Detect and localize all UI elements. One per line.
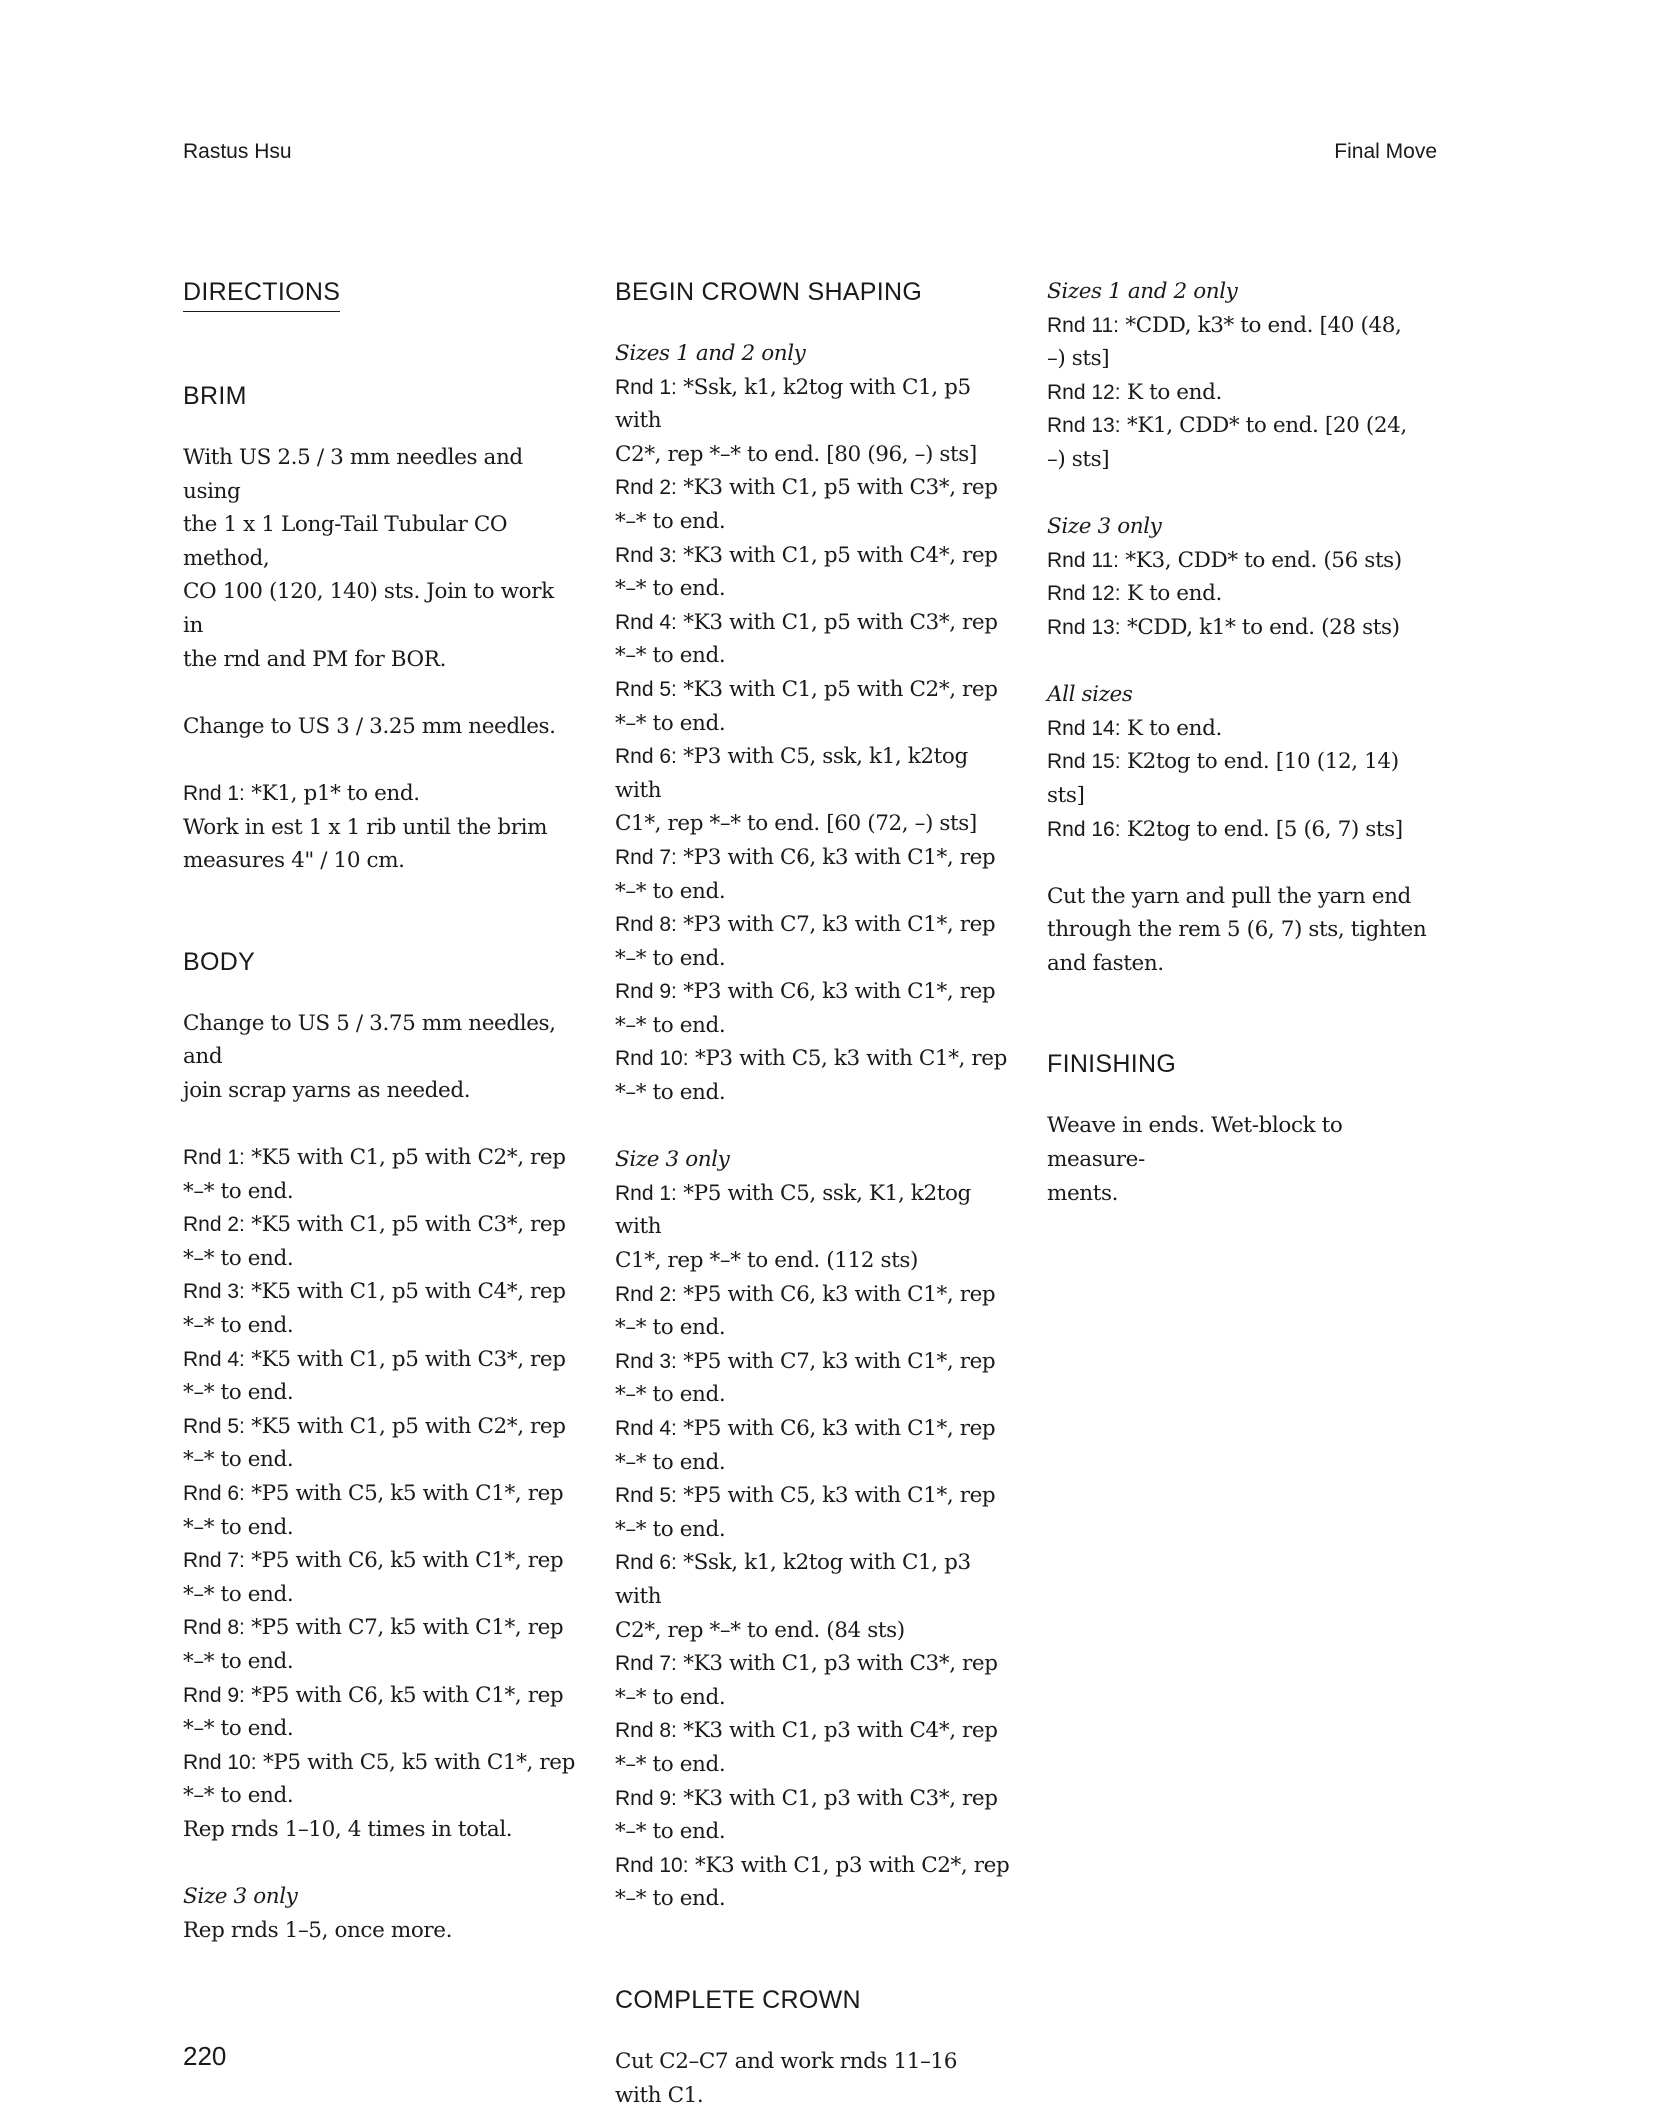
round-continuation: –) sts]: [1047, 446, 1110, 472]
round-line: [183, 1208, 578, 1242]
round-line: [183, 1544, 578, 1578]
round-continuation: *–* to end.: [615, 576, 726, 602]
round-continuation: *–* to end.: [615, 1080, 726, 1106]
column-3: [1047, 275, 1442, 1210]
round-label: Rnd 9:: [615, 1786, 677, 1810]
round-label: Rnd 3:: [615, 543, 677, 567]
round-text: *K5 with C1, p5 with C3*, rep: [244, 1346, 566, 1372]
round-line: [615, 1849, 1010, 1883]
round-label: Rnd 1:: [615, 375, 677, 399]
round-text: *P5 with C5, ssk, K1, k2tog with: [615, 1180, 971, 1240]
round-label: Rnd 2:: [615, 476, 677, 500]
round-continuation: *–* to end.: [183, 1447, 294, 1473]
round-line: [615, 539, 1010, 573]
round-continuation: *–* to end.: [615, 1819, 726, 1845]
round-continuation: *–* to end.: [183, 1649, 294, 1674]
round-text: *CDD, k1* to end. (28 sts): [1120, 614, 1400, 640]
round-label: Rnd 5:: [183, 1414, 245, 1438]
round-text: *K3 with C1, p3 with C2*, rep: [688, 1852, 1010, 1878]
finishing-heading: FINISHING: [1047, 1050, 1177, 1079]
round-label: Rnd 2:: [615, 1282, 677, 1306]
brim-paragraph: [183, 441, 578, 676]
round-line: [183, 1477, 578, 1511]
round-line: [183, 1611, 578, 1645]
round-text: K to end.: [1120, 715, 1222, 741]
body-heading: BODY: [183, 947, 256, 976]
round-text: *P5 with C6, k3 with C1*, rep: [676, 1416, 996, 1441]
size-3-label: Size 3 only: [1047, 514, 1162, 540]
round-line: [1047, 309, 1442, 343]
round-continuation: *–* to end.: [615, 508, 726, 534]
directions-heading: [183, 275, 578, 312]
round-label: Rnd 7:: [183, 1549, 245, 1573]
round-continuation: *–* to end.: [183, 1581, 294, 1607]
column-2: [615, 275, 1010, 2112]
round-label: Rnd 3:: [183, 1280, 245, 1304]
round-text: *K1, p1* to end.: [244, 780, 420, 806]
round-text: *P5 with C6, k5 with C1*, rep: [244, 1548, 564, 1574]
round-line: [1047, 577, 1442, 611]
round-line: [615, 1042, 1010, 1076]
round-line: [615, 1412, 1010, 1446]
round-text: *K3 with C1, p5 with C2*, rep: [676, 676, 998, 702]
round-text: *P5 with C5, k5 with C1*, rep: [244, 1481, 564, 1507]
all-sizes-label: All sizes: [1047, 682, 1133, 708]
running-header-title: Final Move: [1334, 140, 1437, 163]
round-text: *P5 with C5, k5 with C1*, rep: [256, 1749, 575, 1775]
round-text: *P3 with C7, k3 with C1*, rep: [676, 912, 996, 938]
round-label: Rnd 13:: [1047, 615, 1121, 639]
round-line: [615, 1479, 1010, 1513]
round-continuation: *–* to end.: [183, 1313, 294, 1339]
round-text: *P3 with C5, k3 with C1*, rep: [688, 1046, 1007, 1072]
round-label: Rnd 13:: [1047, 414, 1121, 438]
round-line: [615, 1714, 1010, 1748]
round-continuation: *–* to end.: [183, 1245, 294, 1271]
text-line: measures 4" / 10 cm.: [183, 848, 405, 874]
column-1: [183, 275, 578, 1947]
round-text: *K3 with C1, p5 with C4*, rep: [676, 542, 998, 568]
round-text: *P5 with C7, k5 with C1*, rep: [244, 1615, 564, 1641]
round-continuation: *–* to end.: [183, 1716, 294, 1742]
round-label: Rnd 12:: [1047, 380, 1121, 404]
size-3-text: Rep rnds 1–5, once more.: [183, 1917, 452, 1943]
round-label: Rnd 11:: [1047, 548, 1119, 572]
round-continuation: –) sts]: [1047, 346, 1110, 372]
text-line: Cut C2–C7 and work rnds 11–16: [615, 2048, 957, 2074]
round-continuation: *–* to end.: [615, 1382, 726, 1408]
round-continuation: *–* to end.: [615, 1012, 726, 1038]
round-label: Rnd 8:: [183, 1616, 245, 1640]
round-text: *CDD, k3* to end. [40 (48,: [1119, 312, 1402, 338]
round-label: Rnd 9:: [615, 980, 677, 1004]
round-label: Rnd 6:: [615, 1551, 677, 1575]
text-line: With US 2.5 / 3 mm needles and using: [183, 445, 523, 504]
round-label: Rnd 4:: [615, 1417, 677, 1440]
round-line: [183, 1679, 578, 1713]
round-text: *K3 with C1, p5 with C3*, rep: [676, 475, 998, 501]
round-continuation: *–* to end.: [615, 1886, 726, 1912]
round-line: [615, 1278, 1010, 1312]
round-continuation: *–* to end.: [615, 1315, 726, 1341]
round-text: *K5 with C1, p5 with C4*, rep: [244, 1279, 566, 1305]
round-line: [1047, 611, 1442, 645]
text-line: Change to US 5 / 3.75 mm needles, and: [183, 1010, 556, 1070]
round-label: Rnd 10:: [615, 1047, 689, 1071]
round-text: *K5 with C1, p5 with C3*, rep: [244, 1212, 566, 1238]
sizes-1-2-label: Sizes 1 and 2 only: [615, 341, 806, 366]
round-line: [615, 740, 1010, 807]
crown-shaping-heading: BEGIN CROWN SHAPING: [615, 278, 923, 306]
round-continuation: C1*, rep *–* to end. (112 sts): [615, 1248, 919, 1274]
body-rounds: [183, 1141, 578, 1813]
round-text: *P5 with C6, k3 with C1*, rep: [676, 1281, 996, 1307]
round-line: [183, 1746, 578, 1780]
crown-rounds-14-16: [1047, 712, 1442, 846]
text-line: ments.: [1047, 1180, 1119, 1206]
round-continuation: *–* to end.: [615, 1684, 726, 1710]
round-text: *Ssk, k1, k2tog with C1, p5 with: [615, 374, 971, 434]
round-label: Rnd 1:: [183, 781, 245, 805]
text-line: Weave in ends. Wet-block to measure-: [1047, 1113, 1343, 1173]
round-text: *P3 with C5, ssk, k1, k2tog with: [615, 744, 968, 803]
complete-crown-heading: COMPLETE CROWN: [615, 1985, 861, 2014]
round-text: K2tog to end. [5 (6, 7) sts]: [1120, 816, 1403, 842]
crown-rounds-11-13-sizes-1-2: [1047, 309, 1442, 477]
round-text: *P5 with C7, k3 with C1*, rep: [676, 1348, 996, 1374]
text-line: Cut the yarn and pull the yarn end: [1047, 883, 1411, 909]
crown-rounds-sizes-1-2: [615, 371, 1010, 1110]
round-line: [183, 1343, 578, 1377]
repeat-text: Rep rnds 1–10, 4 times in total.: [183, 1816, 513, 1842]
round-continuation: *–* to end.: [615, 710, 726, 736]
round-text: *Ssk, k1, k2tog with C1, p3 with: [615, 1550, 971, 1609]
round-label: Rnd 8:: [615, 1719, 677, 1743]
round-label: Rnd 6:: [615, 745, 677, 769]
round-line: [615, 1782, 1010, 1816]
round-label: Rnd 1:: [183, 1146, 245, 1170]
round-line: [1047, 544, 1442, 578]
round-label: Rnd 8:: [615, 913, 677, 937]
round-line: [615, 975, 1010, 1009]
round-line: [615, 1345, 1010, 1379]
round-label: Rnd 16:: [1047, 817, 1121, 841]
text-line: with C1.: [615, 2082, 704, 2108]
round-line: [1047, 712, 1442, 746]
round-line: [615, 841, 1010, 875]
round-label: Rnd 11:: [1047, 313, 1119, 337]
round-label: Rnd 4:: [615, 610, 677, 634]
round-continuation: C1*, rep *–* to end. [60 (72, –) sts]: [615, 811, 977, 837]
brim-heading: BRIM: [183, 382, 247, 410]
round-line: [615, 908, 1010, 942]
round-continuation: *–* to end.: [615, 1751, 726, 1777]
round-text: K to end.: [1120, 379, 1222, 405]
round-continuation: *–* to end.: [183, 1178, 294, 1204]
change-needles-text: Change to US 3 / 3.25 mm needles.: [183, 713, 556, 739]
round-continuation: *–* to end.: [615, 643, 726, 669]
round-text: *P5 with C5, k3 with C1*, rep: [676, 1483, 996, 1509]
round-continuation: *–* to end.: [183, 1783, 294, 1809]
round-line: [183, 1141, 578, 1175]
round-text: *P3 with C6, k3 with C1*, rep: [676, 844, 996, 870]
round-text: *K3, CDD* to end. (56 sts): [1119, 547, 1402, 573]
round-label: Rnd 10:: [615, 1853, 689, 1877]
round-line: [615, 673, 1010, 707]
round-label: Rnd 7:: [615, 845, 677, 869]
round-continuation: *–* to end.: [183, 1514, 294, 1540]
round-continuation: *–* to end.: [615, 945, 726, 971]
page-number: 220: [183, 2041, 227, 2071]
round-line: [1047, 813, 1442, 847]
round-text: *P3 with C6, k3 with C1*, rep: [676, 979, 996, 1005]
round-label: Rnd 6:: [183, 1482, 245, 1506]
round-continuation: *–* to end.: [183, 1380, 294, 1406]
round-text: *K1, CDD* to end. [20 (24,: [1120, 413, 1407, 439]
round-label: Rnd 12:: [1047, 582, 1121, 606]
round-text: *K5 with C1, p5 with C2*, rep: [244, 1145, 566, 1171]
brim-round-1: [183, 777, 578, 811]
text-line: the 1 x 1 Long-Tail Tubular CO method,: [183, 512, 508, 571]
size-3-label: Size 3 only: [615, 1147, 730, 1173]
round-text: *K3 with C1, p3 with C4*, rep: [676, 1718, 998, 1744]
round-label: Rnd 14:: [1047, 716, 1121, 740]
round-line: [615, 371, 1010, 438]
round-line: [183, 1410, 578, 1444]
round-text: *K3 with C1, p3 with C3*, rep: [676, 1651, 998, 1677]
round-continuation: C2*, rep *–* to end. [80 (96, –) sts]: [615, 441, 977, 467]
round-label: Rnd 3:: [615, 1349, 677, 1373]
directions-heading-text: DIRECTIONS: [183, 275, 340, 312]
round-line: [1047, 376, 1442, 410]
round-label: Rnd 5:: [615, 1484, 677, 1508]
round-line: [183, 1275, 578, 1309]
round-line: [615, 1647, 1010, 1681]
round-label: Rnd 15:: [1047, 750, 1121, 774]
round-continuation: *–* to end.: [615, 878, 726, 904]
round-label: Rnd 7:: [615, 1652, 677, 1676]
round-line: [615, 1546, 1010, 1613]
round-line: [615, 471, 1010, 505]
round-line: [1047, 745, 1442, 812]
text-line: join scrap yarns as needed.: [183, 1077, 471, 1103]
crown-rounds-11-13-size-3: [1047, 544, 1442, 645]
text-line: and fasten.: [1047, 950, 1164, 976]
round-text: *P5 with C6, k5 with C1*, rep: [244, 1682, 564, 1708]
round-text: K to end.: [1120, 581, 1222, 607]
text-line: the rnd and PM for BOR.: [183, 646, 447, 672]
round-text: K2tog to end. [10 (12, 14) sts]: [1047, 749, 1399, 808]
crown-rounds-size-3: [615, 1177, 1010, 1916]
round-continuation: *–* to end.: [615, 1449, 726, 1475]
sizes-1-2-label: Sizes 1 and 2 only: [1047, 279, 1238, 304]
text-line: Work in est 1 x 1 rib until the brim: [183, 814, 548, 840]
round-line: [1047, 409, 1442, 443]
text-line: through the rem 5 (6, 7) sts, tighten: [1047, 917, 1427, 943]
running-header-author: Rastus Hsu: [183, 140, 292, 163]
size-3-label: Size 3 only: [183, 1884, 298, 1910]
round-text: *K3 with C1, p3 with C3*, rep: [676, 1785, 998, 1811]
round-continuation: *–* to end.: [615, 1516, 726, 1542]
round-label: Rnd 4:: [183, 1347, 245, 1371]
round-text: *K5 with C1, p5 with C2*, rep: [244, 1413, 566, 1439]
round-label: Rnd 2:: [183, 1213, 245, 1237]
round-label: Rnd 1:: [615, 1181, 677, 1205]
round-text: *K3 with C1, p5 with C3*, rep: [676, 609, 998, 635]
round-line: [615, 606, 1010, 640]
text-line: CO 100 (120, 140) sts. Join to work in: [183, 579, 554, 638]
round-line: [615, 1177, 1010, 1244]
round-label: Rnd 5:: [615, 677, 677, 701]
round-continuation: C2*, rep *–* to end. (84 sts): [615, 1617, 905, 1643]
round-label: Rnd 10:: [183, 1750, 257, 1774]
round-label: Rnd 9:: [183, 1683, 245, 1707]
